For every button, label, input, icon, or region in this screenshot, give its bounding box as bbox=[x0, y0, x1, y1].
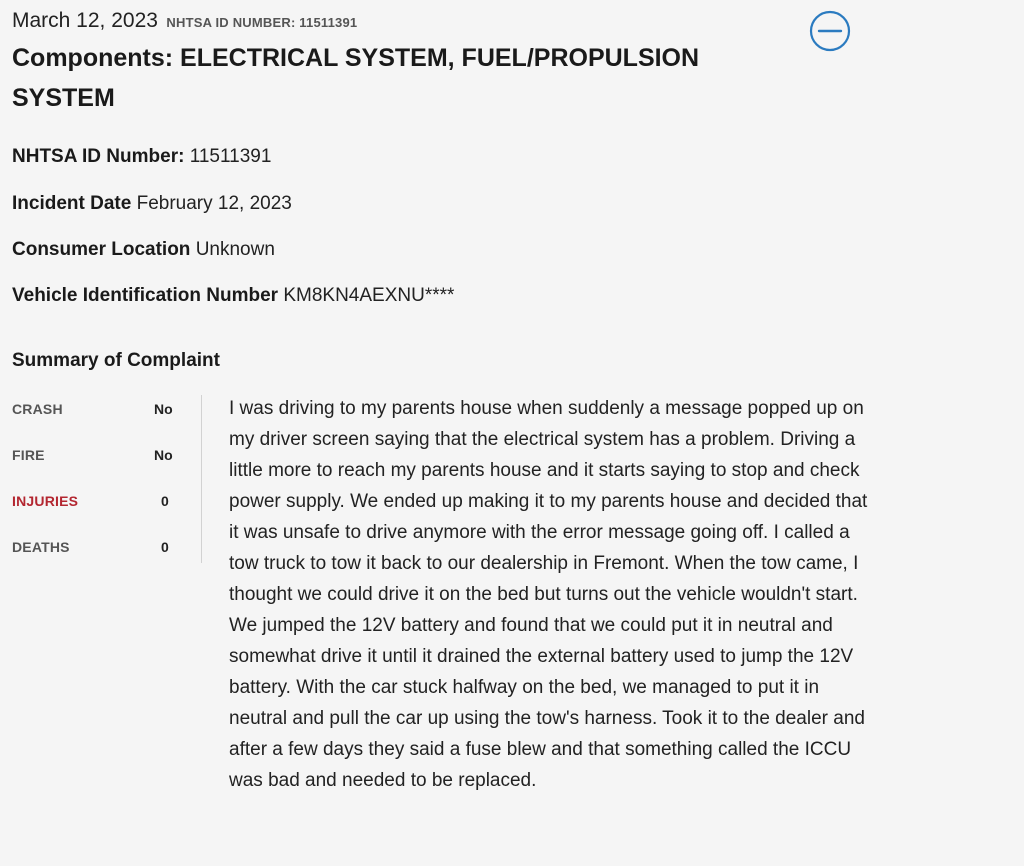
injuries-stat bbox=[12, 493, 202, 523]
nhtsa-id-small: NHTSA ID NUMBER: 11511391 bbox=[166, 15, 358, 30]
injuries-value: 0 bbox=[161, 493, 169, 509]
incident-date-value: February 12, 2023 bbox=[136, 193, 292, 214]
complaint-date: March 12, 2023 bbox=[12, 9, 158, 32]
nhtsa-id-row bbox=[12, 146, 271, 168]
complaint-header-line bbox=[12, 9, 357, 33]
consumer-location-value: Unknown bbox=[195, 239, 275, 260]
nhtsa-id-value: 11511391 bbox=[189, 146, 272, 167]
deaths-stat bbox=[12, 539, 202, 569]
complaint-narrative: I was driving to my parents house when suddenly a message popped up on my driver screen saying that the electrical system has a problem. Driving a little more to reach my parents house and it starts saying to stop and check power supply. We ended up making it to my parents house and decided that it was unsafe to drive anymore with the error message going off. I called a tow truck to tow it back to our dealership in Fremont. When the tow came, I thought we could drive it on the bed but turns out the vehicle wouldn't start. We jumped the 12V battery and found that we could put it in neutral and somewhat drive it until it drained the external battery used to jump the 12V battery. With the car stuck halfway on the bed, we managed to put it in neutral and pull the car up using the tow's harness. Took it to the dealer and after a few days they said a fuse blew and that something called the ICCU was bad and needed to be replaced. bbox=[229, 398, 868, 791]
summary-title: Summary of Complaint bbox=[12, 350, 220, 371]
collapse-button[interactable] bbox=[809, 10, 851, 52]
components-heading: Components: ELECTRICAL SYSTEM, FUEL/PROPULSION SYSTEM bbox=[12, 44, 700, 112]
complaint-card bbox=[12, 0, 1012, 866]
deaths-value: 0 bbox=[161, 539, 169, 555]
consumer-location-row bbox=[12, 239, 275, 261]
consumer-location-label: Consumer Location bbox=[12, 239, 191, 260]
fire-stat bbox=[12, 447, 202, 477]
nhtsa-id-label: NHTSA ID Number: bbox=[12, 146, 185, 167]
fire-label: FIRE bbox=[12, 447, 45, 463]
vin-value: KM8KN4AEXNU**** bbox=[283, 285, 455, 306]
incident-date-row bbox=[12, 193, 292, 215]
vin-row bbox=[12, 285, 454, 307]
deaths-label: DEATHS bbox=[12, 539, 70, 555]
incident-date-label: Incident Date bbox=[12, 193, 132, 214]
injuries-label: INJURIES bbox=[12, 493, 79, 509]
vin-label: Vehicle Identification Number bbox=[12, 285, 279, 306]
crash-value: No bbox=[154, 401, 173, 417]
minus-circle-icon bbox=[809, 10, 851, 52]
fire-value: No bbox=[154, 447, 173, 463]
crash-stat bbox=[12, 401, 202, 431]
stats-divider bbox=[201, 395, 202, 563]
crash-label: CRASH bbox=[12, 401, 63, 417]
